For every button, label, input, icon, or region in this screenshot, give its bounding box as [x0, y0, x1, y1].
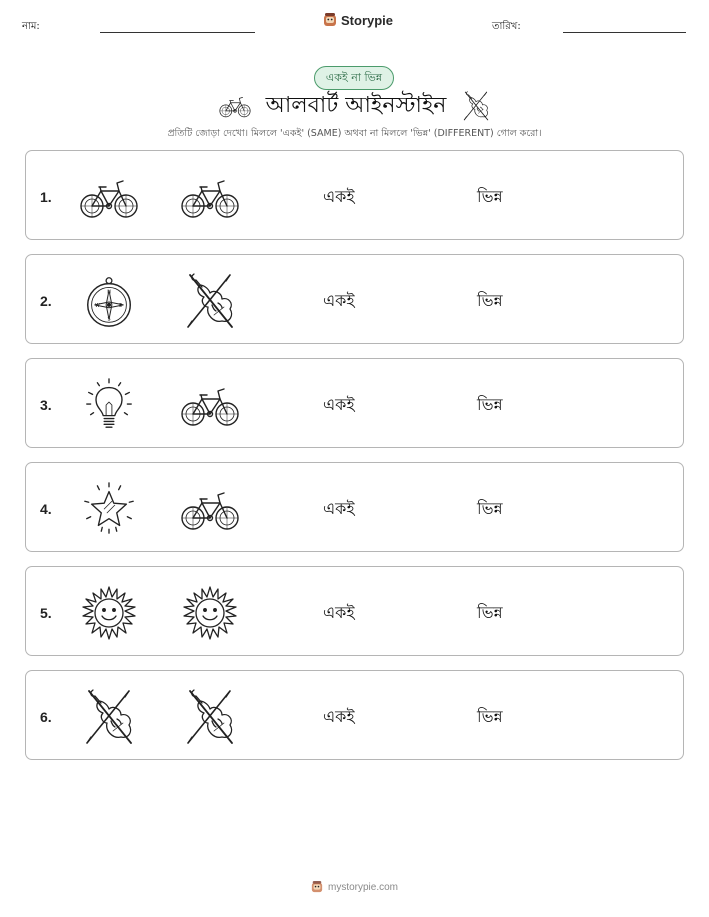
sun-icon: [79, 583, 139, 643]
item-number: 6.: [40, 709, 52, 725]
storypie-mascot-icon: [323, 12, 337, 28]
name-label: নাম:: [22, 21, 40, 32]
item-card: [25, 150, 684, 240]
different-option[interactable]: ভিন্ন: [477, 499, 503, 518]
star-icon: [79, 480, 139, 538]
item-number: 4.: [40, 501, 52, 517]
bicycle-icon: [180, 483, 240, 535]
name-line[interactable]: [100, 32, 255, 33]
item-number: 1.: [40, 189, 52, 205]
storypie-mascot-icon: [311, 880, 323, 894]
page-title: [160, 88, 550, 124]
sun-icon: [180, 583, 240, 643]
item-number: 5.: [40, 605, 52, 621]
title-text: আলবার্ট আইনস্টাইন: [265, 92, 447, 118]
bicycle-icon: [180, 379, 240, 431]
different-option[interactable]: ভিন্ন: [477, 291, 503, 310]
footer: [0, 880, 709, 894]
bicycle-icon: [180, 171, 240, 223]
violin-icon: [460, 90, 492, 122]
compass-icon: [79, 272, 139, 330]
different-option[interactable]: ভিন্ন: [477, 707, 503, 726]
different-option[interactable]: ভিন্ন: [477, 187, 503, 206]
same-option[interactable]: একই: [323, 187, 355, 206]
lightbulb-icon: [79, 376, 139, 434]
different-option[interactable]: ভিন্ন: [477, 603, 503, 622]
brand-logo: [323, 12, 393, 28]
same-option[interactable]: একই: [323, 395, 355, 414]
footer-url[interactable]: mystorypie.com: [327, 881, 398, 893]
same-option[interactable]: একই: [323, 603, 355, 622]
item-number: 2.: [40, 293, 52, 309]
item-card: [25, 670, 684, 760]
violin-icon: [79, 686, 139, 748]
instructions: প্রতিটি জোড়া দেখো। মিললে 'একই' (SAME) অথবা না মিললে 'ভিন্ন' (DIFFERENT) গোল করো।: [167, 128, 542, 139]
worksheet-type-badge: একই না ভিন্ন: [314, 66, 394, 90]
date-line[interactable]: [563, 32, 686, 33]
item-card: [25, 462, 684, 552]
item-card: [25, 358, 684, 448]
date-label: তারিখ:: [492, 21, 521, 32]
same-option[interactable]: একই: [323, 291, 355, 310]
item-number: 3.: [40, 397, 52, 413]
violin-icon: [180, 686, 240, 748]
bicycle-icon: [218, 93, 252, 119]
different-option[interactable]: ভিন্ন: [477, 395, 503, 414]
item-card: [25, 566, 684, 656]
item-card: [25, 254, 684, 344]
violin-icon: [180, 270, 240, 332]
same-option[interactable]: একই: [323, 499, 355, 518]
same-option[interactable]: একই: [323, 707, 355, 726]
bicycle-icon: [79, 171, 139, 223]
brand-name: Storypie: [341, 12, 394, 28]
